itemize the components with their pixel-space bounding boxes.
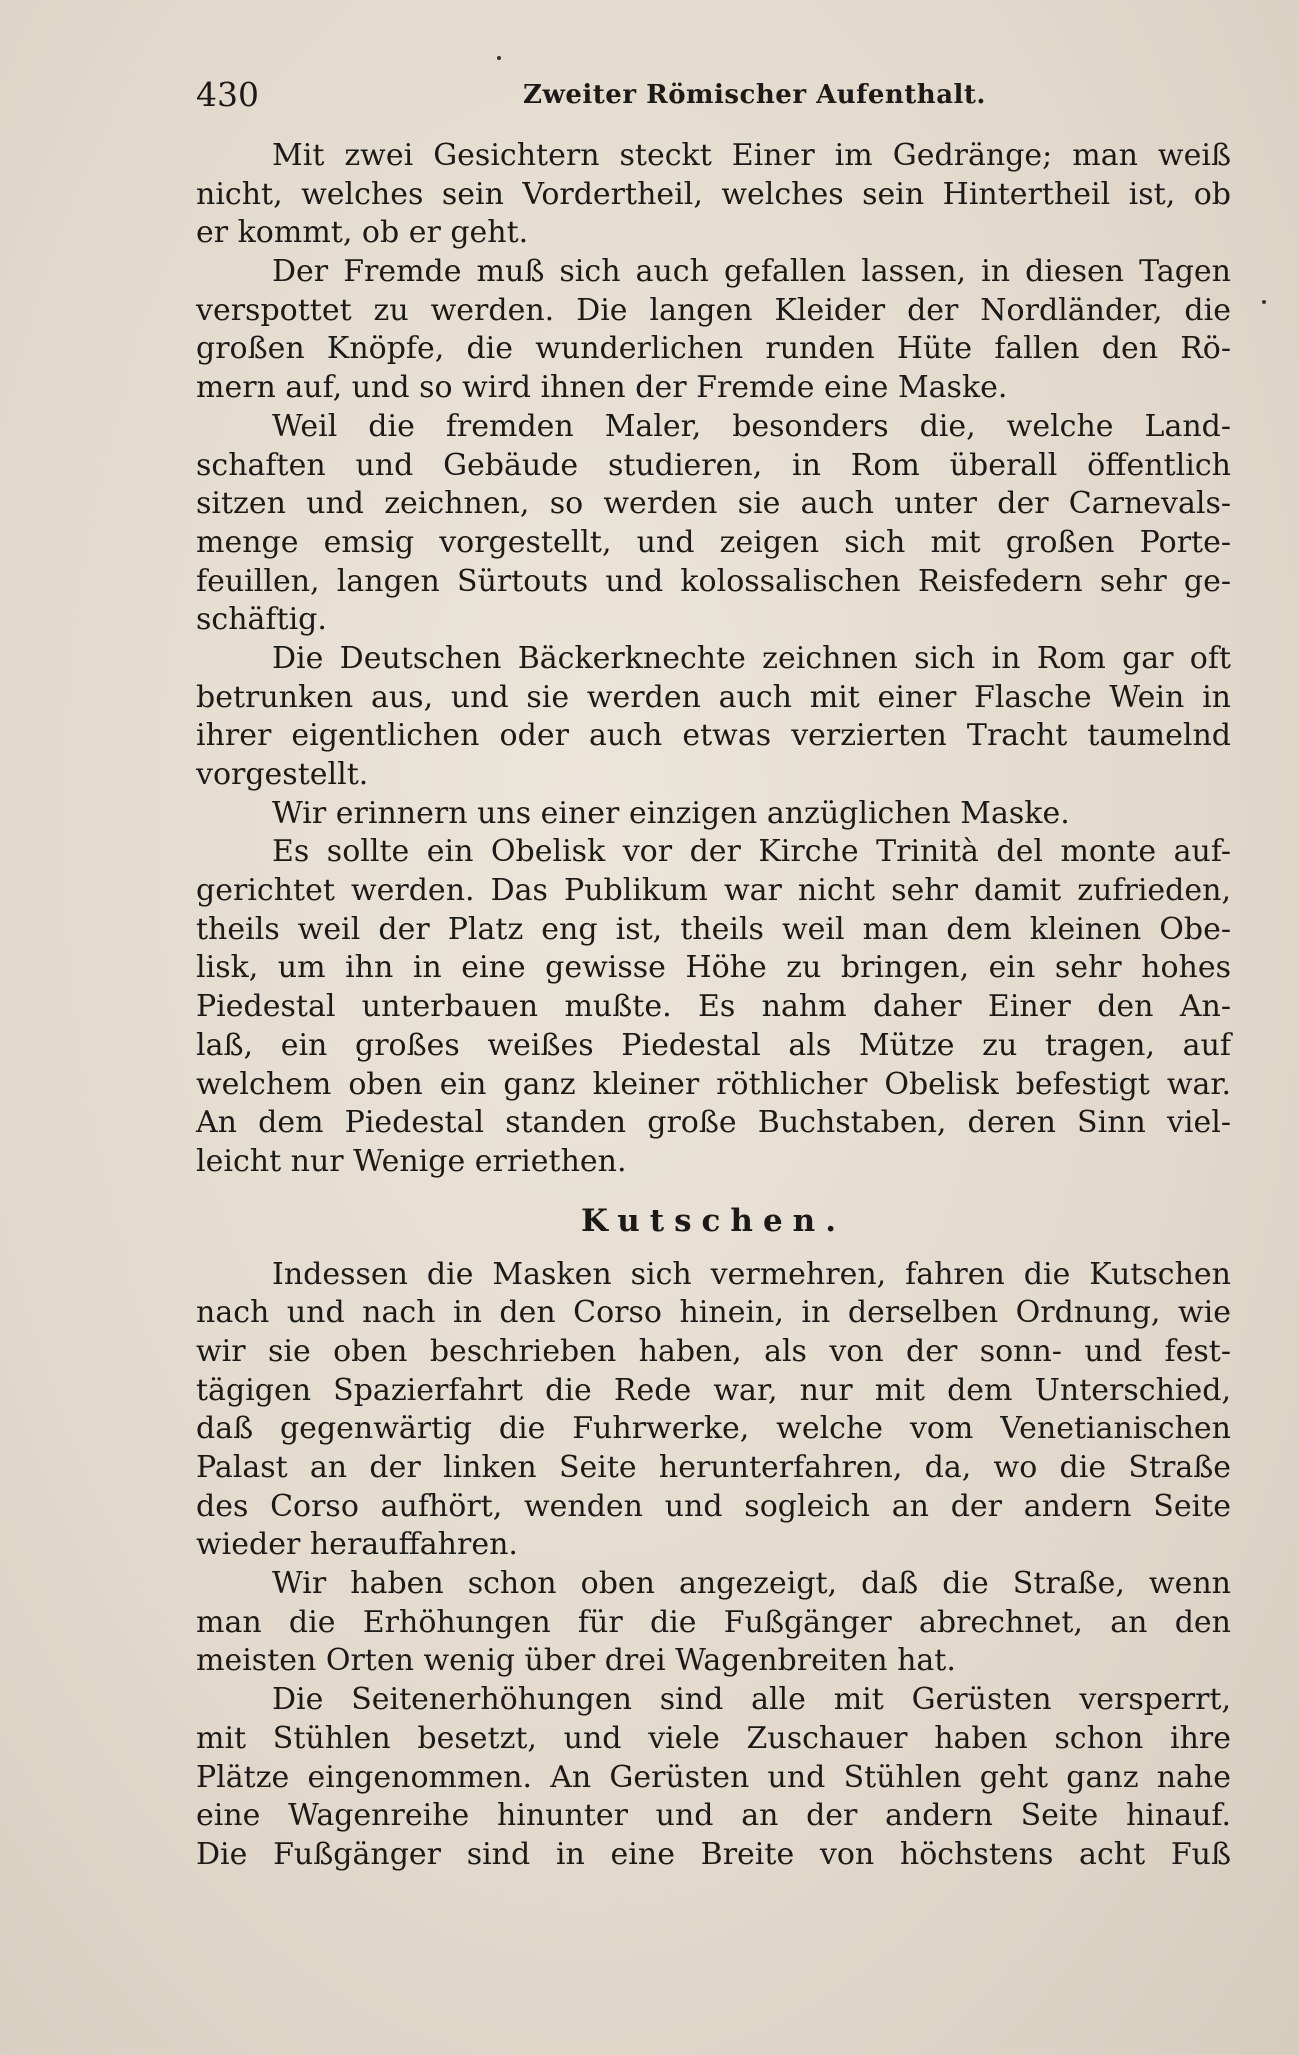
body-text — [196, 137, 1231, 1875]
text-line: Der Fremde muß sich auch gefallen lassen, in diesen Tagen — [272, 254, 1231, 290]
text-line: An dem Piedestal standen große Buchstaben, deren Sinn viel- — [196, 1105, 1231, 1141]
text-line: welchem oben ein ganz kleiner röthlicher Obelisk befestigt war. — [196, 1066, 1231, 1102]
text-line: ihrer eigentlichen oder auch etwas verzierten Tracht taumelnd — [196, 718, 1231, 754]
print-speck — [1262, 300, 1266, 304]
text-line: wieder herauffahren. — [196, 1527, 518, 1563]
running-title: Zweiter Römischer Aufenthalt. — [523, 80, 986, 110]
text-line: lisk, um ihn in eine gewisse Höhe zu bringen, ein sehr hohes — [196, 950, 1231, 986]
text-line: Plätze eingenommen. An Gerüsten und Stühlen geht ganz nahe — [196, 1759, 1231, 1795]
text-line: Die Fußgänger sind in eine Breite von höchstens acht Fuß — [196, 1836, 1231, 1872]
text-line: mern auf, und so wird ihnen der Fremde eine Maske. — [196, 370, 1008, 406]
text-line: man die Erhöhungen für die Fußgänger abrechnet, an den — [196, 1604, 1231, 1640]
text-line: Es sollte ein Obelisk vor der Kirche Trinità del monte auf- — [272, 834, 1231, 870]
text-line: Mit zwei Gesichtern steckt Einer im Gedränge; man weiß — [272, 138, 1231, 173]
text-line: mit Stühlen besetzt, und viele Zuschauer haben schon ihre — [196, 1720, 1231, 1756]
text-line: laß, ein großes weißes Piedestal als Mütze zu tragen, auf — [196, 1027, 1231, 1063]
text-line: sitzen und zeichnen, so werden sie auch unter der Carnevals- — [196, 486, 1231, 522]
text-line: gerichtet werden. Das Publikum war nicht sehr damit zufrieden, — [196, 873, 1231, 909]
text-line: wir sie oben beschrieben haben, als von der sonn- und fest- — [196, 1333, 1231, 1369]
text-line: theils weil der Platz eng ist, theils weil man dem kleinen Obe- — [196, 911, 1231, 947]
text-line: daß gegenwärtig die Fuhrwerke, welche vom Venetianischen — [196, 1411, 1231, 1447]
text-line: des Corso aufhört, wenden und sogleich an der andern Seite — [196, 1488, 1231, 1524]
text-line: eine Wagenreihe hinunter und an der andern Seite hinauf. — [196, 1798, 1231, 1834]
text-line: menge emsig vorgestellt, und zeigen sich mit großen Porte- — [196, 524, 1231, 560]
text-line: meisten Orten wenig über drei Wagenbreiten hat. — [196, 1643, 956, 1679]
text-line: Weil die fremden Maler, besonders die, welche Land- — [272, 408, 1231, 444]
section-heading: Kutschen. — [580, 1202, 847, 1239]
text-line: tägigen Spazierfahrt die Rede war, nur mit dem Unterschied, — [196, 1372, 1231, 1408]
text-line: nicht, welches sein Vordertheil, welches sein Hintertheil ist, ob — [196, 176, 1231, 212]
text-line: vorgestellt. — [196, 757, 369, 792]
text-line: er kommt, ob er geht. — [196, 215, 529, 251]
text-line: schäftig. — [196, 602, 327, 638]
text-line: Palast an der linken Seite herunterfahren, da, wo die Straße — [196, 1450, 1231, 1485]
text-line: leicht nur Wenige erriethen. — [196, 1143, 627, 1179]
text-line: Wir haben schon oben angezeigt, daß die Straße, wenn — [272, 1566, 1231, 1602]
text-line: schaften und Gebäude studieren, in Rom überall öffentlich — [196, 447, 1231, 483]
text-line: feuillen, langen Sürtouts und kolossalischen Reisfedern sehr ge- — [196, 563, 1231, 599]
text-line: Indessen die Masken sich vermehren, fahren die Kutschen — [272, 1256, 1231, 1292]
page-number: 430 — [196, 75, 259, 114]
text-line: nach und nach in den Corso hinein, in derselben Ordnung, wie — [196, 1295, 1231, 1331]
text-line: verspottet zu werden. Die langen Kleider der Nordländer, die — [196, 292, 1231, 328]
print-speck — [497, 56, 501, 60]
running-head — [196, 70, 1231, 120]
text-line: Die Seitenerhöhungen sind alle mit Gerüsten versperrt, — [272, 1682, 1231, 1718]
text-line: betrunken aus, und sie werden auch mit einer Flasche Wein in — [196, 679, 1231, 715]
text-line: großen Knöpfe, die wunderlichen runden Hüte fallen den Rö- — [196, 331, 1231, 367]
text-line: Wir erinnern uns einer einzigen anzüglichen Maske. — [272, 795, 1070, 831]
text-line: Die Deutschen Bäckerknechte zeichnen sich in Rom gar oft — [272, 640, 1231, 676]
text-line: Piedestal unterbauen mußte. Es nahm daher Einer den An- — [196, 989, 1231, 1025]
